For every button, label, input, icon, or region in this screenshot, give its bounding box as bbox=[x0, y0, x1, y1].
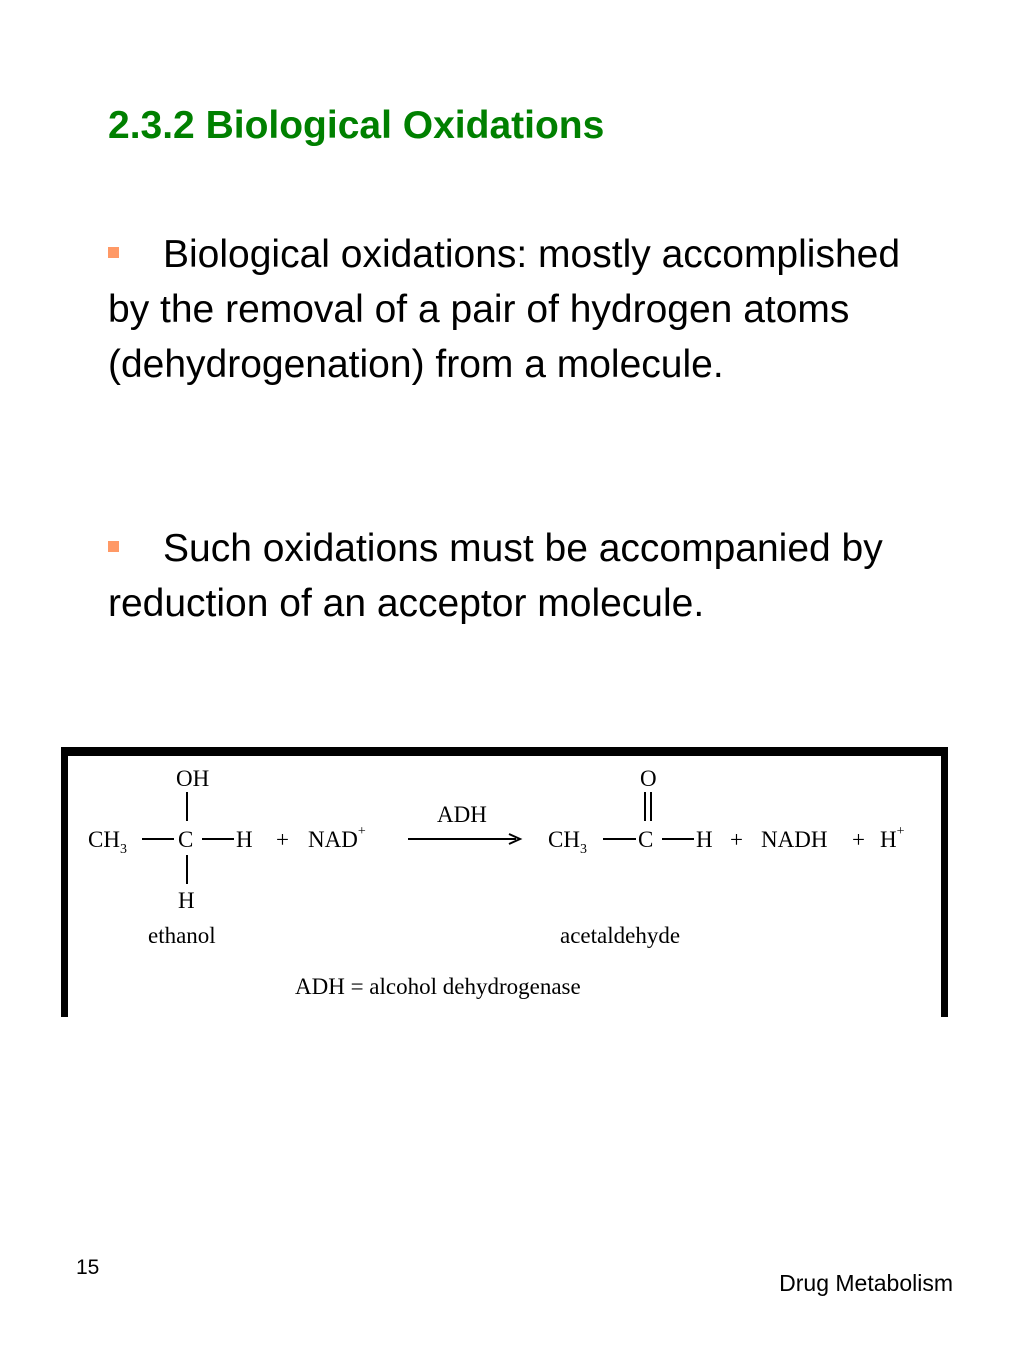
ethanol-bottom-hydrogen: H bbox=[178, 888, 195, 913]
square-bullet-icon bbox=[108, 541, 119, 552]
acetaldehyde-methyl: $CH_3$ bbox=[548, 827, 587, 857]
acetaldehyde-carbon: C bbox=[638, 827, 654, 852]
bullet-item bbox=[108, 227, 908, 392]
ethanol-methyl: $CH_3$ bbox=[88, 827, 127, 857]
acetaldehyde-oxygen: O bbox=[640, 766, 657, 791]
bullet-text: Such oxidations must be accompanied by reduction of an acceptor molecule. bbox=[108, 527, 883, 625]
nad-label: NAD+ bbox=[308, 824, 366, 852]
plus-sign: + bbox=[730, 827, 743, 852]
ethanol-carbon: C bbox=[178, 827, 194, 852]
ethanol-label: ethanol bbox=[148, 923, 216, 948]
nadh-label: NADH bbox=[761, 827, 828, 852]
acetaldehyde-label: acetaldehyde bbox=[560, 923, 681, 948]
square-bullet-icon bbox=[108, 247, 119, 258]
bullet-item bbox=[108, 521, 908, 631]
footer-title: Drug Metabolism bbox=[779, 1270, 953, 1296]
enzyme-legend: ADH = alcohol dehydrogenase bbox=[295, 974, 581, 999]
reaction-diagram bbox=[68, 756, 941, 1017]
enzyme-label: ADH bbox=[437, 802, 487, 827]
plus-sign: + bbox=[852, 827, 865, 852]
bullet-text: Biological oxidations: mostly accomplished by the removal of a pair of hydrogen atoms (dehydrogenation) from a molecule. bbox=[108, 233, 901, 386]
slide-number: 15 bbox=[76, 1256, 100, 1279]
ethanol-hydroxyl: OH bbox=[176, 766, 210, 791]
acetaldehyde-hydrogen: H bbox=[696, 827, 713, 852]
proton-label: H+ bbox=[880, 824, 905, 852]
slide-title: 2.3.2 Biological Oxidations bbox=[108, 104, 605, 147]
reaction-figure-canvas bbox=[68, 756, 941, 1026]
reaction-figure bbox=[61, 747, 948, 1017]
plus-sign: + bbox=[276, 827, 289, 852]
ethanol-hydrogen: H bbox=[236, 827, 253, 852]
